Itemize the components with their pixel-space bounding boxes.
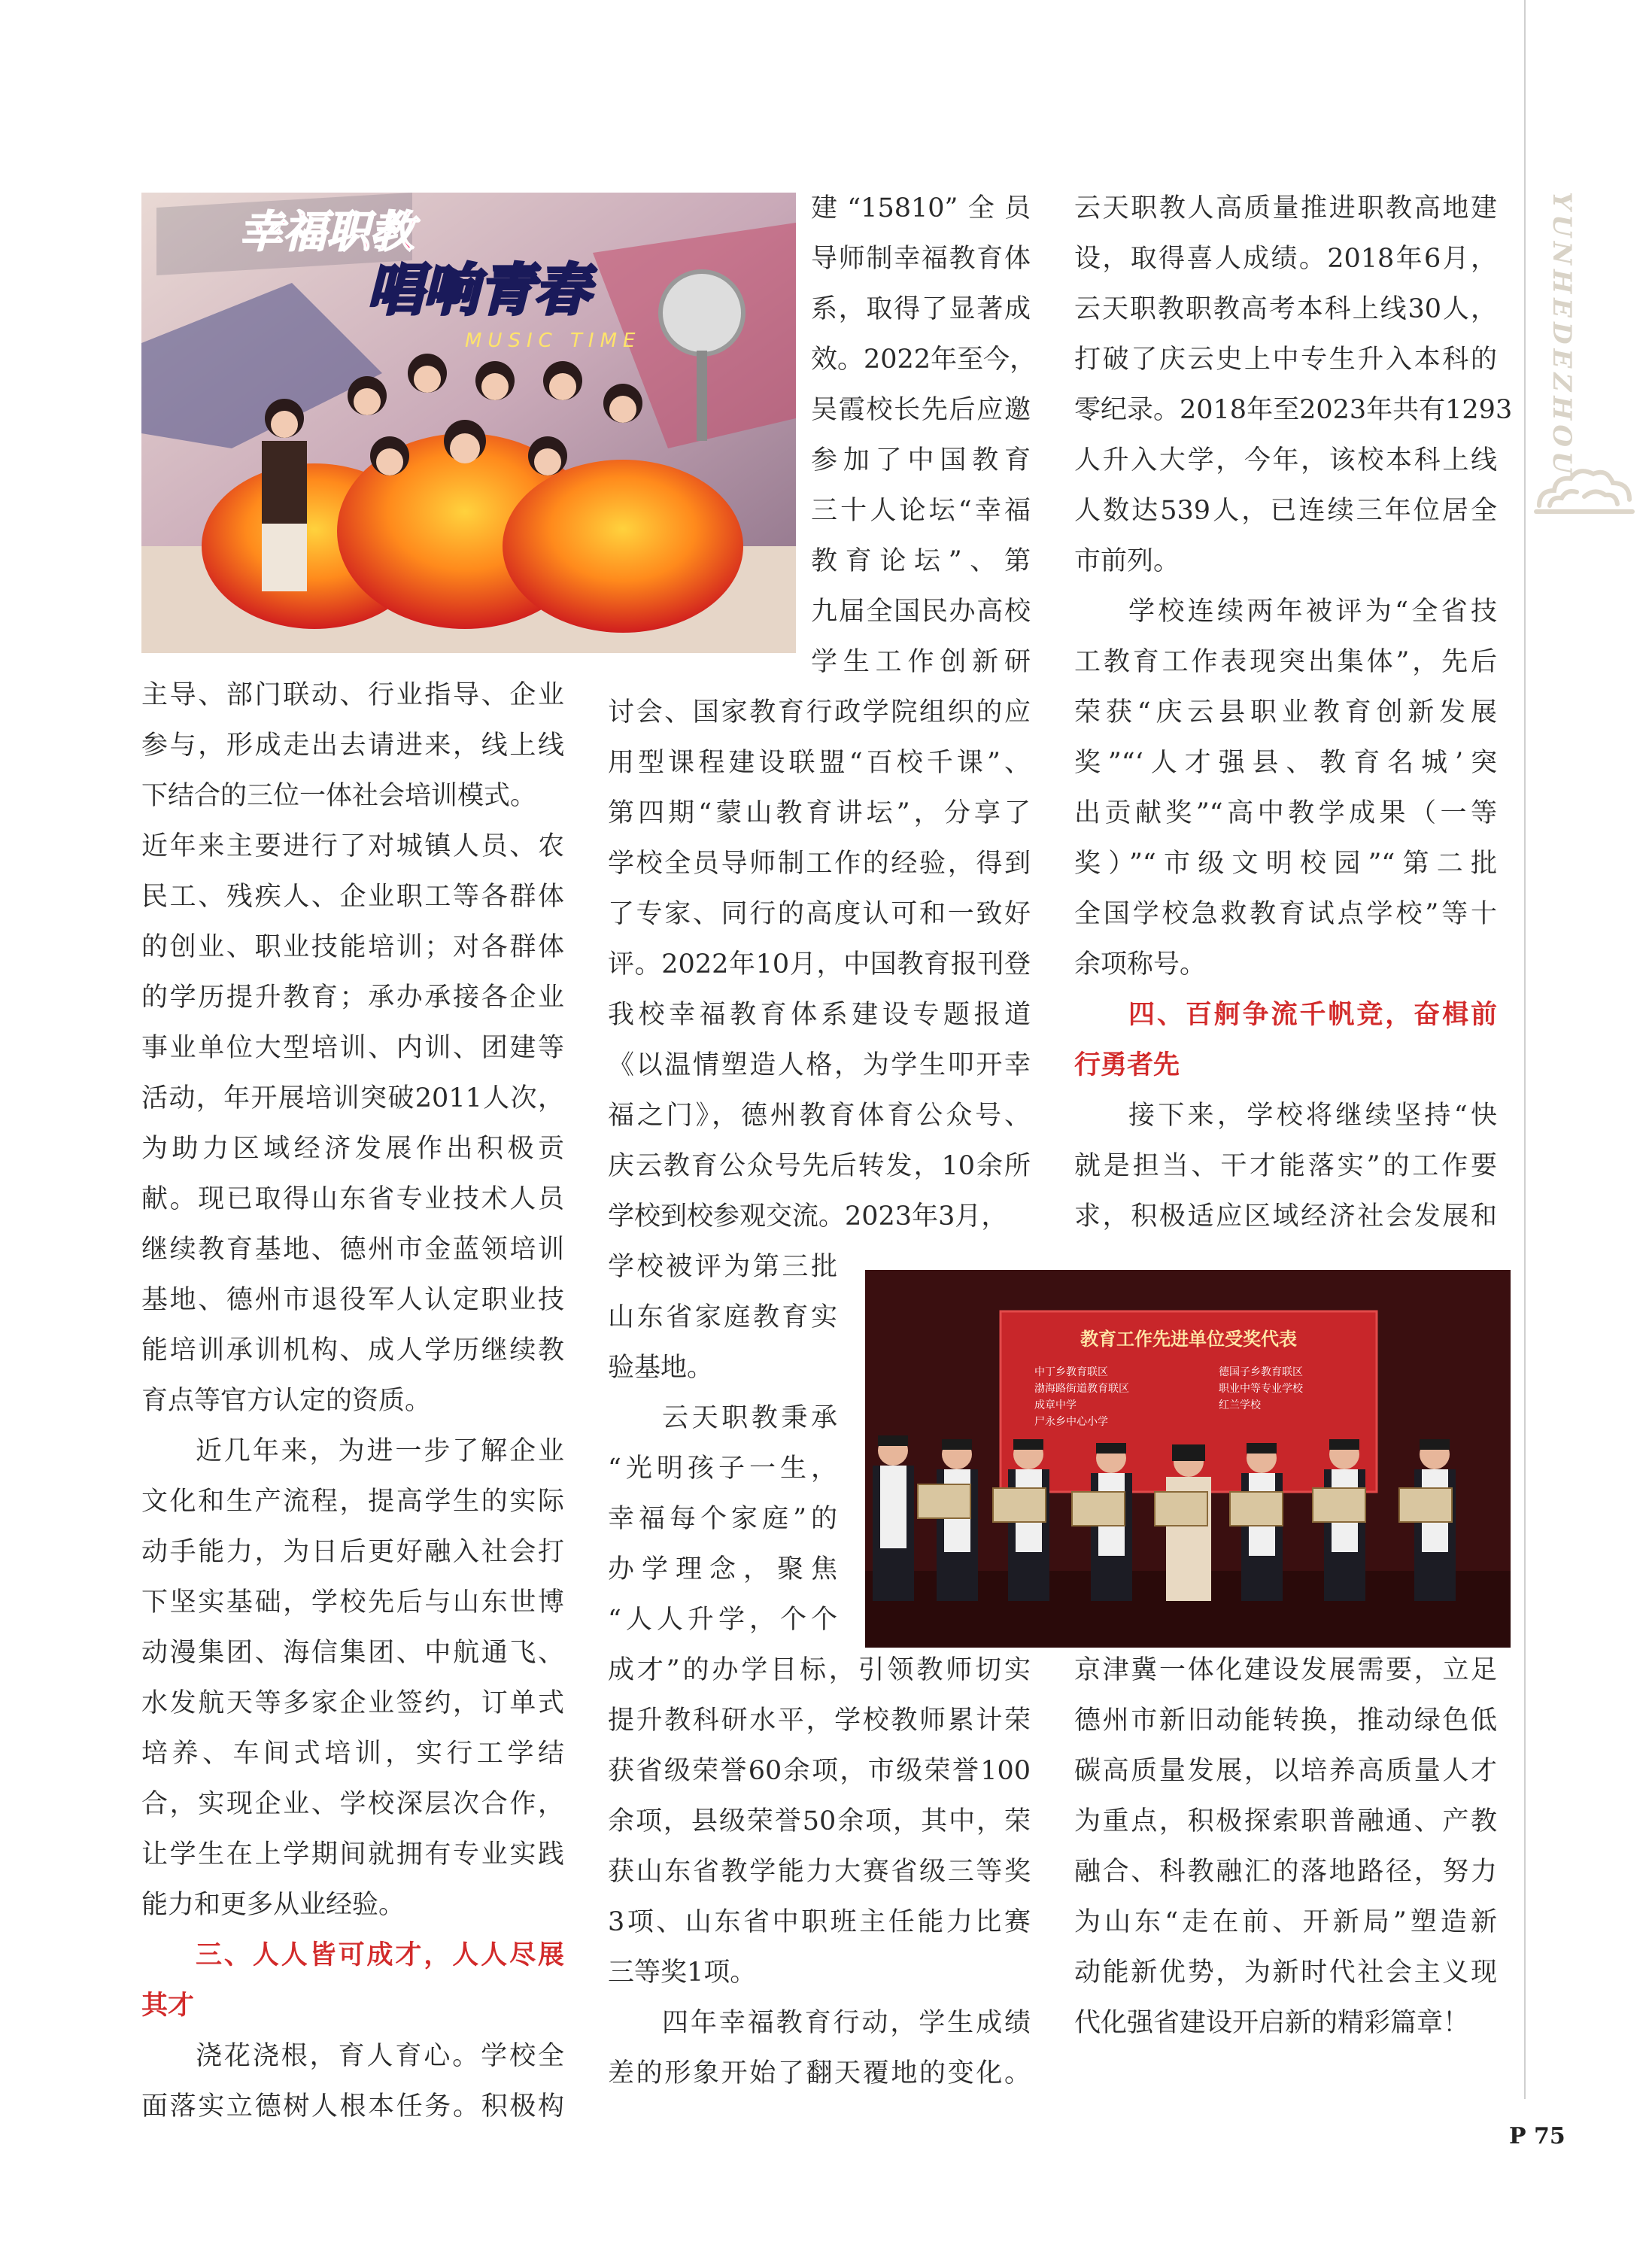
side-label: YUNHEDEZHOU — [1547, 192, 1577, 478]
text-line: 基地、德州市退役军人认定职业技 — [141, 1285, 564, 1315]
text-line: “人人升学，个个 — [608, 1605, 837, 1635]
text-line: 活动，年开展培训突破2011人次， — [141, 1083, 564, 1113]
text-line: 继续教育基地、德州市金蓝领培训 — [141, 1235, 564, 1265]
banner-line2: 唱响青春 — [367, 258, 590, 323]
text-line: 全国学校急救教育试点学校”等十 — [1074, 899, 1497, 929]
text-line: 的创业、职业技能培训；对各群体 — [141, 932, 564, 962]
text-line: 云天职教人高质量推进职教高地建 — [1074, 193, 1497, 223]
text-line: 学校到校参观交流。2023年3月， — [608, 1201, 1008, 1232]
performance-photo — [141, 193, 796, 653]
text-line: 余项，县级荣誉50余项，其中，荣 — [608, 1806, 1031, 1836]
screen-title: 教育工作先进单位受奖代表 — [1080, 1329, 1297, 1350]
text-line: 主导、部门联动、行业指导、企业 — [141, 680, 564, 710]
text-line: 四年幸福教育行动，学生成绩 — [662, 2008, 1031, 2038]
text-line: 为助力区域经济发展作出积极贡 — [141, 1134, 564, 1164]
text-line: 福之门》，德州教育体育公众号、 — [608, 1101, 1031, 1131]
text-line: 的学历提升教育；承办承接各企业 — [141, 983, 564, 1013]
cloud-ornament-icon — [1532, 460, 1637, 521]
text-line: 九届全国民办高校 — [811, 597, 1031, 627]
text-line: 就是担当、干才能落实”的工作要 — [1074, 1151, 1497, 1181]
text-line: 育点等官方认定的资质。 — [141, 1386, 432, 1416]
text-line: 能力和更多从业经验。 — [141, 1890, 405, 1920]
section-heading-3-cont: 其才 — [141, 1991, 195, 2021]
text-line: 动能新优势，为新时代社会主义现 — [1074, 1958, 1497, 1988]
text-line: 提升教科研水平，学校教师累计荣 — [608, 1706, 1031, 1736]
text-line: 出贡献奖”“高中教学成果（一等 — [1074, 798, 1497, 828]
text-line: 为重点，积极探索职普融通、产教 — [1074, 1806, 1497, 1836]
text-line: 设，取得喜人成绩。2018年6月， — [1074, 244, 1497, 274]
text-line: 近年来主要进行了对城镇人员、农 — [141, 831, 564, 861]
text-line: 学校连续两年被评为“全省技 — [1128, 597, 1497, 627]
text-line: 面落实立德树人根本任务。积极构 — [141, 2091, 564, 2122]
text-line: 参加了中国教育 — [811, 445, 1031, 475]
text-line: 市前列。 — [1074, 546, 1180, 576]
text-line: 吴霞校长先后应邀 — [811, 395, 1031, 425]
text-line: 接下来，学校将继续坚持“快 — [1128, 1101, 1497, 1131]
text-line: 云天职教职教高考本科上线30人， — [1074, 294, 1497, 324]
text-line: 幸福每个家庭”的 — [608, 1504, 837, 1534]
text-line: 零纪录。2018年至2023年共有1293 — [1074, 395, 1513, 425]
text-line: 建“15810”全员 — [811, 193, 1031, 223]
text-line: 京津冀一体化建设发展需要，立足 — [1074, 1655, 1497, 1685]
banner-line1: 幸福职教 — [239, 206, 415, 257]
text-line: 导师制幸福教育体 — [811, 244, 1031, 274]
screen-left-item: 成章中学 — [1034, 1399, 1077, 1411]
screen-left-item: 中丁乡教育联区 — [1034, 1366, 1108, 1378]
section-heading-4: 四、百舸争流千帆竞，奋楫前 — [1128, 1000, 1497, 1030]
text-line: 参与，形成走出去请进来，线上线 — [141, 731, 564, 761]
text-line: 民工、残疾人、企业职工等各群体 — [141, 882, 564, 912]
text-line: 余项称号。 — [1074, 949, 1207, 980]
text-line: 山东省家庭教育实 — [608, 1302, 837, 1332]
text-line: 教育论坛”、第 — [811, 546, 1031, 576]
text-line: 融合、科教融汇的落地路径，努力 — [1074, 1857, 1497, 1887]
text-line: 动漫集团、海信集团、中航通飞、 — [141, 1638, 564, 1668]
text-line: 学生工作创新研 — [811, 647, 1031, 677]
section-heading-4-cont: 行勇者先 — [1074, 1050, 1180, 1080]
text-line: 成才”的办学目标，引领教师切实 — [608, 1655, 1031, 1685]
text-line: 人升入大学，今年，该校本科上线 — [1074, 445, 1497, 475]
award-ceremony-photo — [865, 1270, 1511, 1648]
text-line: 用型课程建设联盟“百校千课”、 — [608, 748, 1031, 778]
text-line: 获省级荣誉60余项，市级荣誉100 — [608, 1756, 1031, 1786]
text-line: 庆云教育公众号先后转发，10余所 — [608, 1151, 1031, 1181]
text-line: 差的形象开始了翻天覆地的变化。 — [608, 2058, 1031, 2088]
text-line: 验基地。 — [608, 1353, 714, 1383]
text-line: 三等奖1项。 — [608, 1958, 757, 1988]
text-line: 学校全员导师制工作的经验，得到 — [608, 849, 1031, 879]
text-line: 了专家、同行的高度认可和一致好 — [608, 899, 1031, 929]
text-line: 为山东“走在前、开新局”塑造新 — [1074, 1907, 1497, 1937]
screen-left-item: 尸永乡中心小学 — [1034, 1416, 1108, 1428]
text-line: 奖）”“市级文明校园”“第二批 — [1074, 849, 1497, 879]
text-line: 第四期“蒙山教育讲坛”，分享了 — [608, 798, 1031, 828]
text-line: 我校幸福教育体系建设专题报道 — [608, 1000, 1031, 1030]
text-line: 下结合的三位一体社会培训模式。 — [141, 781, 537, 811]
text-line: 学校被评为第三批 — [608, 1252, 837, 1282]
performance-photo-scene — [141, 193, 796, 653]
text-line: 事业单位大型培训、内训、团建等 — [141, 1033, 564, 1063]
text-line: 动手能力，为日后更好融入社会打 — [141, 1537, 564, 1567]
text-line: 打破了庆云史上中专生升入本科的 — [1074, 345, 1497, 375]
text-line: 能培训承训机构、成人学历继续教 — [141, 1335, 564, 1365]
screen-right-item: 红兰学校 — [1219, 1399, 1261, 1411]
text-line: 《以温情塑造人格，为学生叩开幸 — [608, 1050, 1031, 1080]
screen-right-item: 德国子乡教育联区 — [1219, 1366, 1303, 1378]
text-line: 获山东省教学能力大赛省级三等奖 — [608, 1857, 1031, 1887]
text-line: 献。现已取得山东省专业技术人员 — [141, 1184, 564, 1214]
text-line: 水发航天等多家企业签约，订单式 — [141, 1688, 564, 1718]
page-number: P 75 — [1509, 2123, 1565, 2149]
text-line: 三十人论坛“幸福 — [811, 496, 1031, 526]
text-line: 文化和生产流程，提高学生的实际 — [141, 1487, 564, 1517]
text-line: 代化强省建设开启新的精彩篇章！ — [1074, 2008, 1470, 2038]
text-line: 下坚实基础，学校先后与山东世博 — [141, 1587, 564, 1618]
text-line: 人数达539人，已连续三年位居全 — [1074, 496, 1497, 526]
text-line: 合，实现企业、学校深层次合作， — [141, 1789, 564, 1819]
text-line: 荣获“庆云县职业教育创新发展 — [1074, 697, 1497, 728]
text-line: 工教育工作表现突出集体”，先后 — [1074, 647, 1497, 677]
text-line: 讨会、国家教育行政学院组织的应 — [608, 697, 1031, 728]
text-line: “光明孩子一生， — [608, 1454, 837, 1484]
right-margin-rule — [1524, 0, 1526, 2099]
text-line: 云天职教秉承 — [662, 1403, 837, 1433]
text-line: 培养、车间式培训，实行工学结 — [141, 1739, 564, 1769]
text-line: 奖”“‘人才强县、教育名城’突 — [1074, 748, 1497, 778]
text-line: 浇花浇根，育人育心。学校全 — [196, 2041, 564, 2071]
award-ceremony-scene — [865, 1270, 1511, 1648]
text-line: 评。2022年10月，中国教育报刊登 — [608, 949, 1031, 980]
screen-right-item: 职业中等专业学校 — [1219, 1383, 1303, 1395]
text-line: 近几年来，为进一步了解企业 — [196, 1436, 564, 1466]
text-line: 办学理念，聚焦 — [608, 1554, 837, 1584]
text-line: 求，积极适应区域经济社会发展和 — [1074, 1201, 1497, 1232]
text-line: 3项、山东省中职班主任能力比赛 — [608, 1907, 1031, 1937]
text-line: 系，取得了显著成 — [811, 294, 1031, 324]
banner-sub: MUSIC TIME — [465, 330, 642, 352]
text-line: 效。2022年至今， — [811, 345, 1037, 375]
section-heading-3: 三、人人皆可成才，人人尽展 — [196, 1940, 564, 1970]
screen-left-item: 渤海路街道教育联区 — [1034, 1383, 1129, 1395]
text-line: 让学生在上学期间就拥有专业实践 — [141, 1839, 564, 1870]
text-line: 德州市新旧动能转换，推动绿色低 — [1074, 1706, 1497, 1736]
text-line: 碳高质量发展，以培养高质量人才 — [1074, 1756, 1497, 1786]
